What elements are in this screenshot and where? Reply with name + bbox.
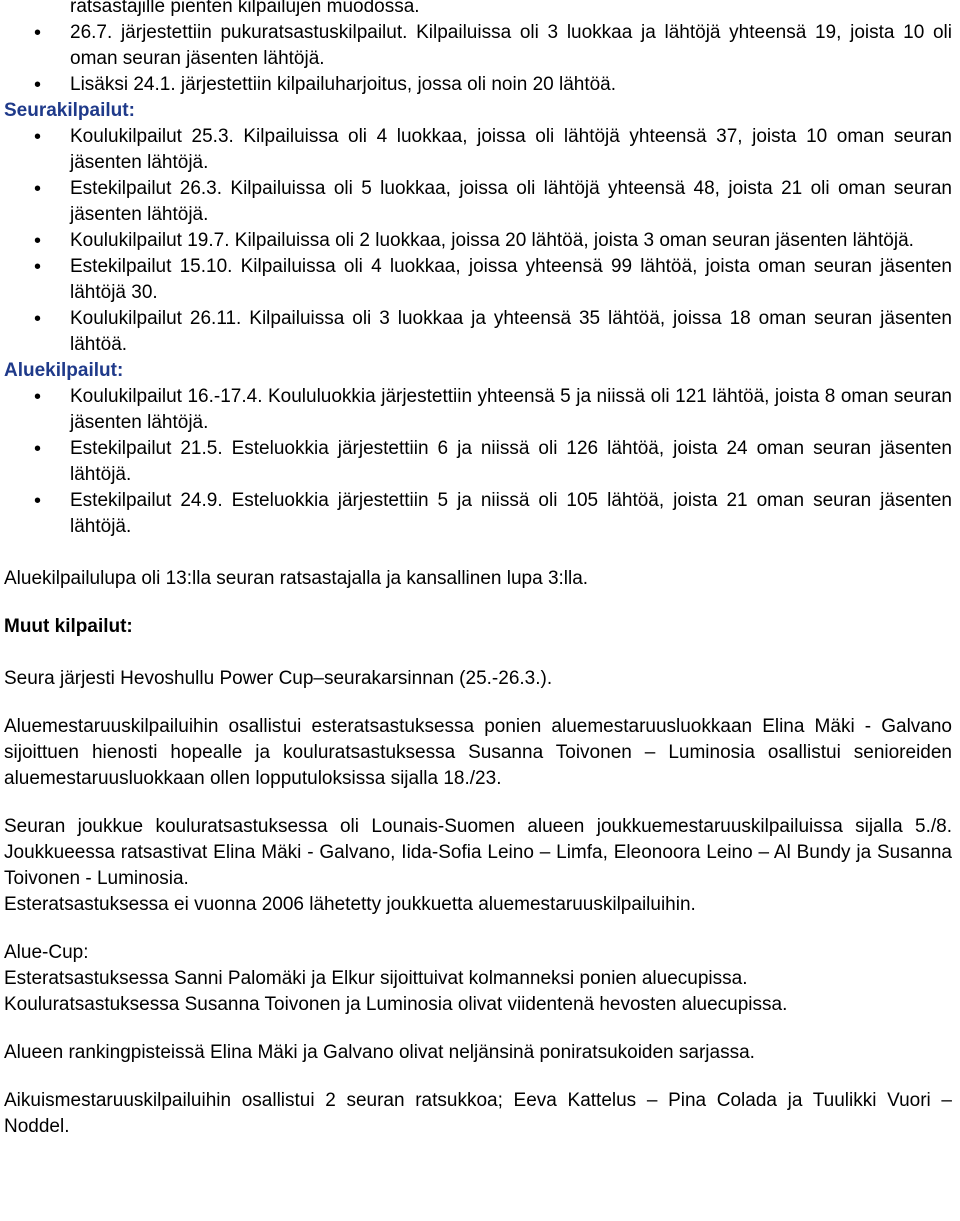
muut-heading: Muut kilpailut: bbox=[4, 616, 133, 637]
list-item: • Koulukilpailut 19.7. Kilpailuissa oli 2 luokkaa, joissa 20 lähtöä, joista 3 oman seuran jäsenten lähtöjä. bbox=[4, 228, 952, 254]
power-cup-paragraph: Seura järjesti Hevoshullu Power Cup–seurakarsinnan (25.-26.3.). bbox=[4, 668, 553, 689]
list-item: • 26.7. järjestettiin pukuratsastuskilpailut. Kilpailuissa oli 3 luokkaa ja lähtöjä yhteensä 19, joista 10 oli oman seuran jäsenten lähtöjä. bbox=[4, 20, 952, 72]
cup-heading: Alue-Cup: bbox=[4, 942, 89, 963]
cup-line: Kouluratsastuksessa Susanna Toivonen ja Luminosia olivat viidentenä hevosten aluecupissa. bbox=[4, 994, 788, 1015]
list-item: • Koulukilpailut 25.3. Kilpailuissa oli 4 luokkaa, joissa oli lähtöjä yhteensä 37, joista 10 oman seuran jäsenten lähtöjä. bbox=[4, 124, 952, 176]
adult-paragraph: Aikuismestaruuskilpailuihin osallistui 2 seuran ratsukkoa; Eeva Kattelus – Pina Colada ja Tuulikki Vuori – Noddel. bbox=[4, 1090, 952, 1137]
permits-paragraph: Aluekilpailulupa oli 13:lla seuran ratsastajalla ja kansallinen lupa 3:lla. bbox=[4, 568, 589, 589]
intro-continuation: ratsastajille pienten kilpailujen muodossa. bbox=[70, 0, 420, 17]
alue-list bbox=[4, 384, 952, 540]
list-item: • Estekilpailut 24.9. Esteluokkia järjestettiin 5 ja niissä oli 105 lähtöä, joista 21 oman seuran jäsenten lähtöjä. bbox=[4, 488, 952, 540]
team-note-paragraph: Esteratsastuksessa ei vuonna 2006 lähetetty joukkuetta aluemestaruuskilpailuihin. bbox=[4, 894, 696, 915]
cup-line: Esteratsastuksessa Sanni Palomäki ja Elkur sijoittuivat kolmanneksi ponien aluecupissa. bbox=[4, 968, 748, 989]
list-item: • Lisäksi 24.1. järjestettiin kilpailuharjoitus, jossa oli noin 20 lähtöä. bbox=[4, 72, 952, 98]
alue-heading: Aluekilpailut: bbox=[4, 360, 124, 381]
list-item: • Koulukilpailut 26.11. Kilpailuissa oli 3 luokkaa ja yhteensä 35 lähtöä, joissa 18 oman seuran jäsenten lähtöä. bbox=[4, 306, 952, 358]
team-paragraph: Seuran joukkue kouluratsastuksessa oli Lounais-Suomen alueen joukkuemestaruuskilpailuissa sijalla 5./8. Joukkueessa ratsastivat Elina Mäki - Galvano, Iida-Sofia Leino – Limfa, Eleonoora Leino – Al Bundy ja Susanna Toivonen - Luminosia. bbox=[4, 816, 952, 889]
championship-paragraph: Aluemestaruuskilpailuihin osallistui esteratsastuksessa ponien aluemestaruusluokkaan Elina Mäki - Galvano sijoittuen hienosti hopealle ja kouluratsastuksessa Susanna Toivonen – Luminosia osallistui senioreiden aluemestaruusluokkaan ollen lopputuloksissa sijalla 18./23. bbox=[4, 716, 952, 789]
list-item: • Estekilpailut 15.10. Kilpailuissa oli 4 luokkaa, joissa yhteensä 99 lähtöä, joista oman seuran jäsenten lähtöjä 30. bbox=[4, 254, 952, 306]
ranking-paragraph: Alueen rankingpisteissä Elina Mäki ja Galvano olivat neljänsinä poniratsukoiden sarjassa. bbox=[4, 1042, 755, 1063]
club-training-list bbox=[4, 20, 952, 98]
seura-list bbox=[4, 124, 952, 358]
list-item: • Koulukilpailut 16.-17.4. Koululuokkia järjestettiin yhteensä 5 ja niissä oli 121 lähtöä, joista 8 oman seuran jäsenten lähtöjä. bbox=[4, 384, 952, 436]
seura-heading: Seurakilpailut: bbox=[4, 100, 135, 121]
list-item: • Estekilpailut 26.3. Kilpailuissa oli 5 luokkaa, joissa oli lähtöjä yhteensä 48, joista 21 oli oman seuran jäsenten lähtöjä. bbox=[4, 176, 952, 228]
list-item: • Estekilpailut 21.5. Esteluokkia järjestettiin 6 ja niissä oli 126 lähtöä, joista 24 oman seuran jäsenten lähtöjä. bbox=[4, 436, 952, 488]
